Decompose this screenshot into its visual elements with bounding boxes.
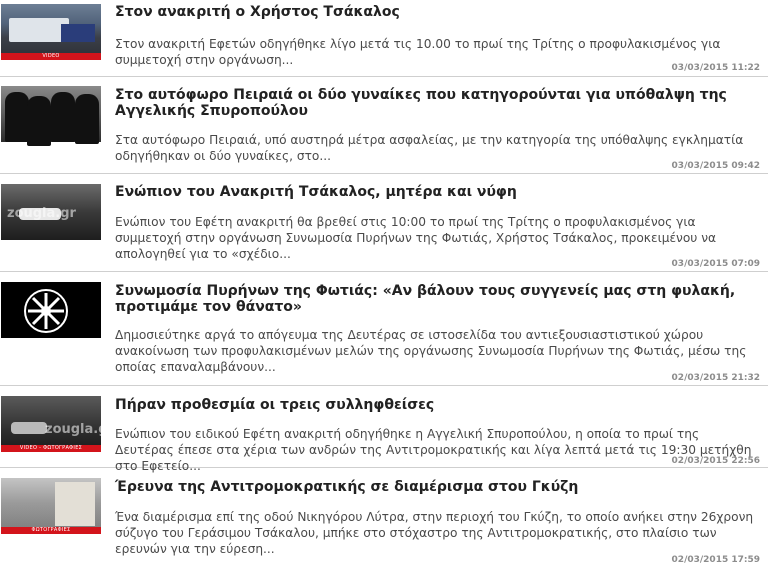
thumbnail-image-detail	[51, 92, 75, 142]
list-item	[0, 174, 768, 272]
list-item	[0, 468, 768, 567]
thumbnail-image-detail	[55, 482, 95, 526]
article-timestamp: 02/03/2015 21:32	[671, 373, 760, 383]
article-thumbnail[interactable]	[1, 396, 114, 452]
video-badge: VIDEO	[1, 53, 101, 60]
article-title-link[interactable]: Στον ανακριτή ο Χρήστος Τσάκαλος	[115, 4, 400, 20]
list-item	[0, 0, 768, 77]
article-summary: Δημοσιεύτηκε αργά το απόγευμα της Δευτέρας σε ιστοσελίδα του αντιεξουσιαστιστικού χώρου ανακοίνωση των προφυλακισμένων μελών της οργάνωσης Συνωμοσία Πυρήνων της Φωτιάς, μέσω της οποίας επαναλαμβάνουν...	[115, 328, 747, 374]
article-title-link[interactable]: Ενώπιον του Ανακριτή Τσάκαλος, μητέρα και νύφη	[115, 184, 517, 200]
article-title-link[interactable]: Έρευνα της Αντιτρομοκρατικής σε διαμέρισμα στου Γκύζη	[115, 479, 579, 495]
article-title-link[interactable]: Πήραν προθεσμία οι τρεις συλληφθείσες	[115, 397, 435, 413]
thumbnail-image-detail	[75, 94, 99, 144]
thumbnail-image-detail	[9, 18, 69, 42]
article-thumbnail[interactable]	[1, 4, 101, 60]
article-summary: Στον ανακριτή Εφετών οδηγήθηκε λίγο μετά τις 10.00 το πρωί της Τρίτης ο προφυλακισμένος για συμμετοχή στην οργάνωση...	[115, 37, 721, 67]
article-thumbnail[interactable]	[1, 86, 101, 142]
article-timestamp: 03/03/2015 07:09	[671, 259, 760, 269]
article-timestamp: 03/03/2015 09:42	[671, 161, 760, 171]
thumbnail-image-detail	[11, 422, 47, 434]
article-summary: Ενώπιον του ειδικού Εφέτη ανακριτή οδηγήθηκε η Αγγελική Σπυροπούλου, η οποία το πρωί της Δευτέρας έπεσε στα χέρια των ανδρών της Αντιτρομοκρατικής και λίγα λεπτά μετά τις 19:30 μετήχθη στο Εφετείο...	[115, 427, 752, 473]
article-summary: Ένα διαμέρισμα επί της οδού Νικηγόρου Λύτρα, στην περιοχή του Γκύζη, το οποίο ανήκει στην 26χρονη σύζυγο του Γεράσιμου Τσάκαλου, μπήκε στο στόχαστρο της Αντιτρομοκρατικής, στο πλαίσιο των ερευνών για την εύρεση...	[115, 510, 754, 556]
article-summary: Στα αυτόφωρο Πειραιά, υπό αυστηρά μέτρα ασφαλείας, με την κατηγορία της υπόθαλψης εγκληματία οδηγήθηκαν οι δύο γυναίκες, στο...	[115, 133, 744, 163]
article-timestamp: 03/03/2015 11:22	[671, 63, 760, 73]
article-timestamp: 02/03/2015 17:59	[671, 555, 760, 565]
article-thumbnail[interactable]	[1, 282, 101, 338]
article-timestamp: 02/03/2015 22:56	[671, 456, 760, 466]
watermark-text: zougla.gr	[45, 422, 114, 437]
article-summary: Ενώπιον του Εφέτη ανακριτή θα βρεθεί στις 10:00 το πρωί της Τρίτης ο προφυλακισμένος για συμμετοχή στην οργάνωση Συνωμοσία Πυρήνων της Φωτιάς, Χρήστος Τσάκαλος, προκειμένου να απολογηθεί για το «σχέδιο...	[115, 215, 717, 261]
emblem-icon	[23, 288, 69, 334]
list-item	[0, 272, 768, 386]
article-thumbnail[interactable]	[1, 478, 101, 534]
list-item	[0, 386, 768, 473]
watermark-text: zougla.gr	[7, 206, 76, 221]
thumbnail-image-detail	[5, 92, 29, 142]
article-title-link[interactable]: Συνωμοσία Πυρήνων της Φωτιάς: «Αν βάλουν τους συγγενείς μας στη φυλακή, προτιμάμε τον θάνατο»	[115, 283, 736, 315]
article-title-link[interactable]: Στο αυτόφωρο Πειραιά οι δύο γυναίκες που κατηγορούνται για υπόθαλψη της Αγγελικής Σπυροπούλου	[115, 87, 727, 119]
article-thumbnail[interactable]	[1, 184, 101, 240]
thumbnail-image-detail	[27, 96, 51, 146]
photos-badge: ΦΩΤΟΓΡΑΦΙΕΣ	[1, 527, 101, 534]
thumbnail-image-detail	[61, 24, 95, 42]
video-badge: VIDEO - ΦΩΤΟΓΡΑΦΙΕΣ	[1, 445, 101, 452]
list-item	[0, 77, 768, 174]
